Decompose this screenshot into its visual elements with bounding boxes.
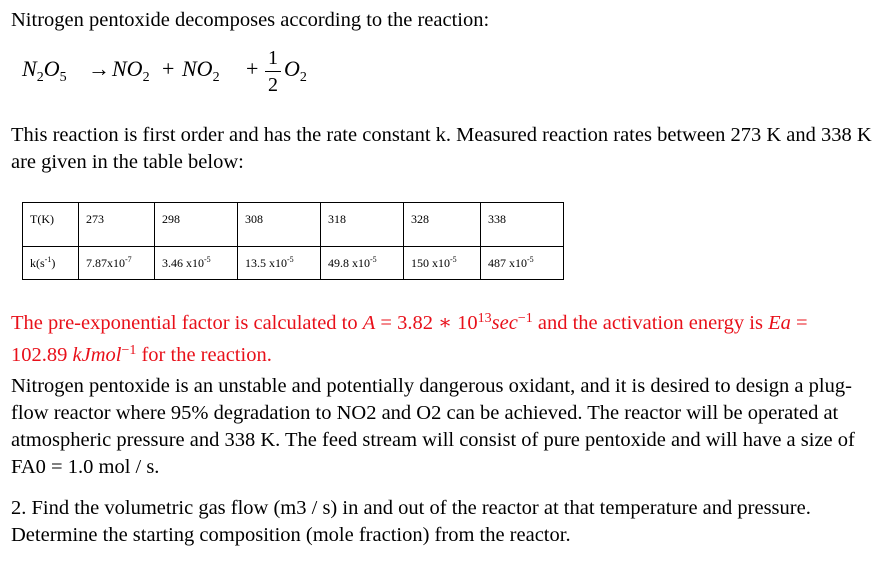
rate-constant-cell: 487 $x10^{-5}$ — [481, 247, 564, 280]
reaction-arrow: → — [88, 56, 110, 81]
rate-constant-row — [23, 247, 564, 280]
question-text: 2. Find the volumetric gas flow (m3 / s) in and out of the reactor at that temperature and pressure. Determine the starting composition (mole fraction) from the reactor. — [11, 497, 811, 546]
temperature-cell: 338 — [481, 203, 564, 247]
temperature-cell: 298 — [155, 203, 238, 247]
product-no2-b: $NO_2$ — [182, 56, 220, 85]
intro-text: Nitrogen pentoxide decomposes according to the reaction: — [11, 9, 490, 31]
reaction-equation — [22, 46, 322, 106]
temperature-cell: 318 — [321, 203, 404, 247]
rate-constant-cell: 49.8 $x10^{-5}$ — [321, 247, 404, 280]
problem-description: Nitrogen pentoxide is an unstable and potentially dangerous oxidant, and it is desired to design a plug-flow reactor where 95% degradation to NO2 and O2 can be achieved. The reactor will be operated at atmospheric pressure and 338 K. The feed stream will consist of pure pentoxide and will have a size of FA0 = 1.0 mol / s. — [11, 375, 855, 478]
result-statement: The pre-exponential factor is calculated to A = 3.82 ∗ $10^{13}\sec^{-1}$ and the activation energy is Ea = 102.89 kJmol$^{-1}$ for the reaction. — [11, 311, 808, 366]
rate-constant-cell: $7.87x10^{-7}$ — [79, 247, 155, 280]
table-intro-paragraph: This reaction is first order and has the rate constant k. Measured reaction rates between 273 K and 338 K are given in the table below: — [11, 124, 872, 173]
reactant-formula: $N_2O_5$ — [22, 56, 67, 85]
temperature-cell: 328 — [404, 203, 481, 247]
rate-constant-cell: 150 $x10^{-5}$ — [404, 247, 481, 280]
rate-constant-table — [22, 202, 564, 280]
half-fraction: 1 2 — [265, 46, 281, 96]
plus-sign-1: + — [162, 56, 175, 81]
plus-sign-2: + — [246, 56, 259, 81]
temperature-cell: 273 — [79, 203, 155, 247]
rate-constant-cell: 3.46 $x10^{-5}$ — [155, 247, 238, 280]
product-o2: $O_2$ — [284, 56, 307, 85]
temperature-row — [23, 203, 564, 247]
product-no2-a: $NO_2$ — [112, 56, 150, 85]
temperature-header: T(K) — [23, 203, 79, 247]
rate-constant-cell: 13.5 $x10^{-5}$ — [238, 247, 321, 280]
temperature-cell: 308 — [238, 203, 321, 247]
rate-constant-header: $k(s^{-1})$ — [23, 247, 79, 280]
